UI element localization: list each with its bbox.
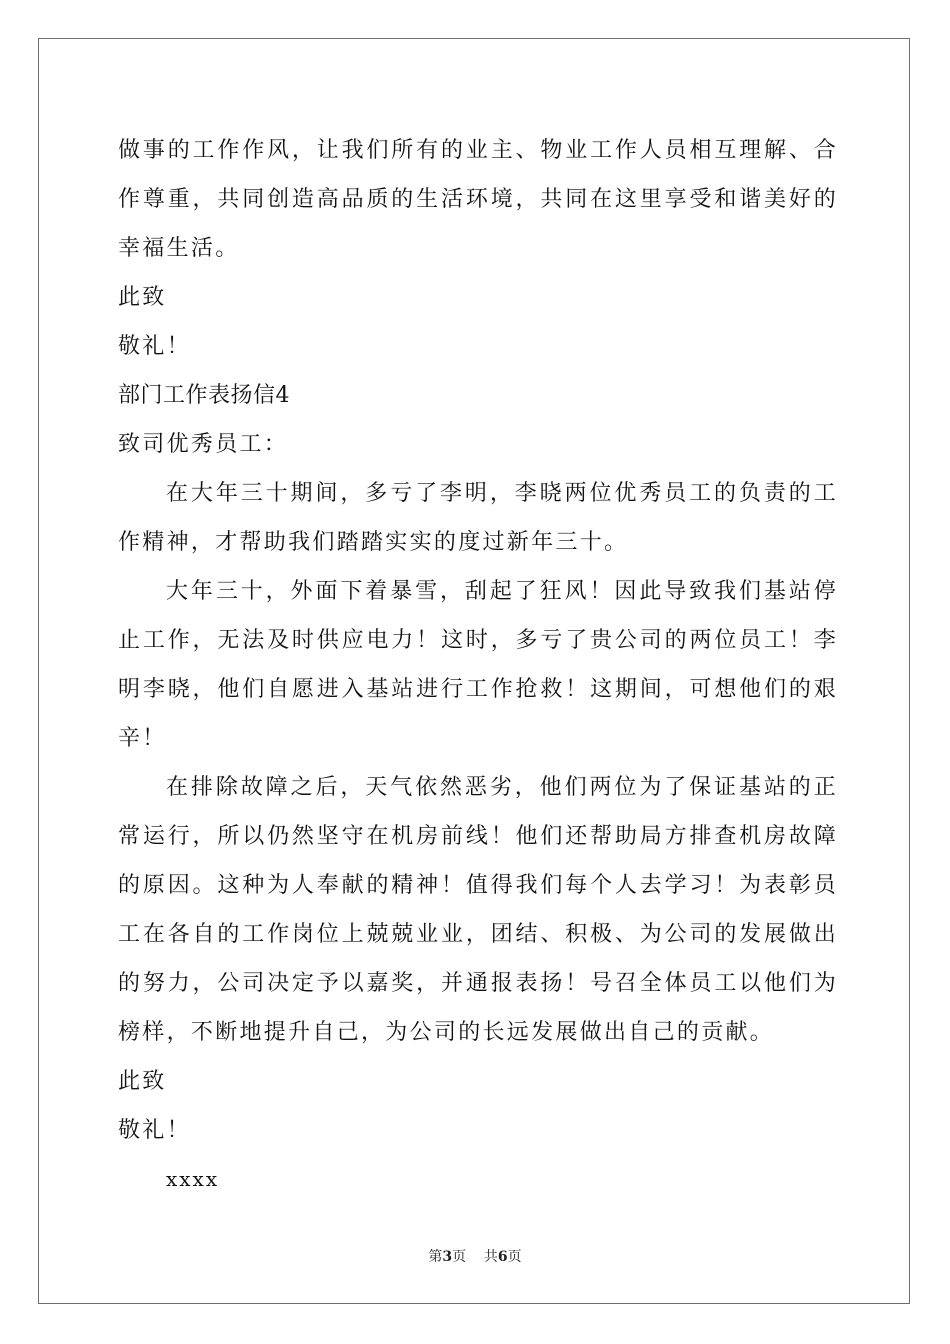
page-suffix: 页 bbox=[452, 1249, 467, 1265]
salutation: 致司优秀员工： bbox=[118, 432, 289, 457]
body-paragraph: 在排除故障之后，天气依然恶劣，他们两位为了保证基站的正常运行，所以仍然坚守在机房前线！他们还帮助局方排查机房故障的原因。这种为人奉献的精神！值得我们每个人去学习！为表彰员工在各自的工作岗位上兢兢业业，团结、积极、为公司的发展做出的努力，公司决定予以嘉奖，并通报表扬！号召全体员工以他们为榜样，不断地提升自己，为公司的长远发展做出自己的贡献。 bbox=[118, 775, 838, 1045]
page-prefix: 第 bbox=[428, 1249, 443, 1265]
body-paragraph: 在大年三十期间，多亏了李明，李晓两位优秀员工的负责的工作精神，才帮助我们踏踏实实的度过新年三十。 bbox=[118, 481, 838, 555]
closing-jing-li: 敬礼！ bbox=[118, 1118, 191, 1143]
total-suffix: 页 bbox=[507, 1249, 522, 1265]
closing-ci-zhi: 此致 bbox=[118, 1069, 167, 1094]
page-total: 6 bbox=[497, 1249, 508, 1265]
total-prefix: 共 bbox=[483, 1249, 498, 1265]
page-current: 3 bbox=[442, 1249, 453, 1265]
page-footer bbox=[0, 1246, 950, 1266]
continuation-paragraph: 做事的工作作风，让我们所有的业主、物业工作人员相互理解、合作尊重，共同创造高品质的生活环境，共同在这里享受和谐美好的幸福生活。 bbox=[118, 138, 838, 261]
document-body bbox=[118, 126, 838, 1204]
signature: xxxx bbox=[166, 1167, 220, 1191]
closing-ci-zhi: 此致 bbox=[118, 285, 167, 310]
letter-title: 部门工作表扬信4 bbox=[118, 383, 290, 408]
closing-jing-li: 敬礼！ bbox=[118, 334, 191, 359]
body-paragraph: 大年三十，外面下着暴雪，刮起了狂风！因此导致我们基站停止工作，无法及时供应电力！这时，多亏了贵公司的两位员工！李明李晓，他们自愿进入基站进行工作抢救！这期间，可想他们的艰辛！ bbox=[118, 579, 838, 751]
